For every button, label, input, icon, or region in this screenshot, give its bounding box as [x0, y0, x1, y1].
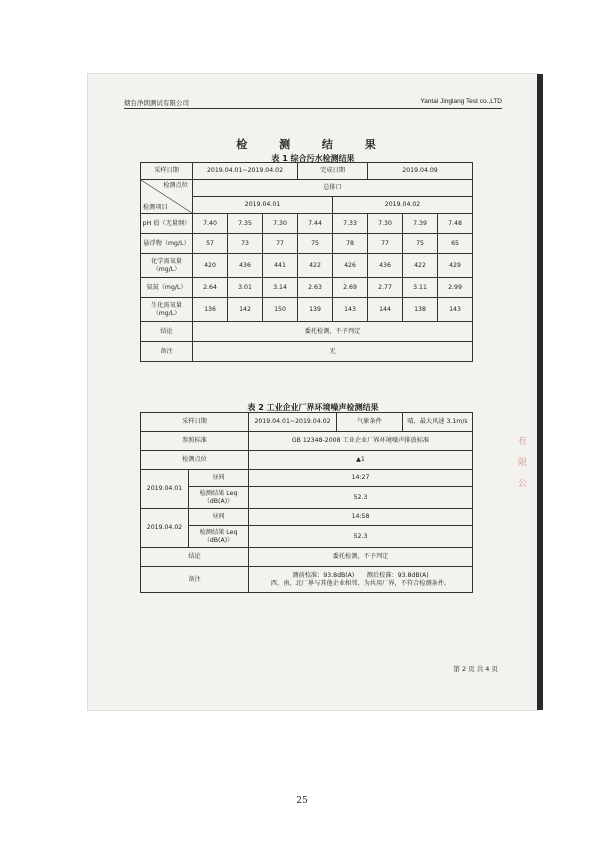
standard-label: 参照标准 [141, 432, 249, 451]
date-header-1: 2019.04.01 [193, 197, 333, 214]
cell: 75 [298, 234, 333, 254]
cell: 3.11 [403, 278, 438, 298]
cell: 142 [228, 298, 263, 322]
cell: 436 [228, 254, 263, 278]
page-counter: 第 2 页 共 4 页 [453, 665, 498, 673]
cell: 2.99 [438, 278, 473, 298]
remark-label: 备注 [141, 567, 249, 593]
cell: 7.35 [228, 214, 263, 234]
cell: 138 [403, 298, 438, 322]
date-header-2: 2019.04.02 [333, 197, 473, 214]
cell: 3.01 [228, 278, 263, 298]
cell: 139 [298, 298, 333, 322]
weather-value: 晴，最大风速 3.1m/s [403, 413, 473, 432]
cell: 420 [193, 254, 228, 278]
time-value: 14:58 [249, 509, 473, 526]
conclusion-value: 委托检测，不予判定 [193, 322, 473, 342]
daytime-label: 昼间 [189, 470, 249, 487]
scan-edge-shadow [537, 74, 543, 710]
cell: 7.44 [298, 214, 333, 234]
point-label: 检测点位 [163, 182, 188, 189]
noise-table [140, 412, 473, 593]
cell: 2.64 [193, 278, 228, 298]
item-label: 检测项目 [143, 203, 168, 211]
table-row [141, 234, 473, 254]
row-label: 化学需氧量（mg/L） [141, 254, 193, 278]
completion-date-label: 完成日期 [298, 163, 368, 180]
cell: 144 [368, 298, 403, 322]
report-header [124, 98, 502, 109]
sampling-date-value: 2019.04.01~2019.04.02 [249, 413, 337, 432]
company-name-cn: 烟台净朗测试有限公司 [124, 99, 189, 107]
point-label: 检测点位 [141, 451, 249, 470]
red-seal-stamp: 有 限 公 [518, 437, 528, 489]
result-value: 52.3 [249, 487, 473, 509]
sampling-date-label: 采样日期 [141, 413, 249, 432]
conclusion-label: 结论 [141, 548, 249, 567]
cell: 436 [368, 254, 403, 278]
weather-label: 气象条件 [337, 413, 403, 432]
day1-date: 2019.04.01 [141, 470, 189, 509]
cell: 57 [193, 234, 228, 254]
cell: 7.48 [438, 214, 473, 234]
cell: 429 [438, 254, 473, 278]
row-label: 生化需氧量（mg/L） [141, 298, 193, 322]
table1-title: 表 1 综合污水检测结果 [271, 154, 355, 163]
time-value: 14:27 [249, 470, 473, 487]
cell: 77 [368, 234, 403, 254]
sampling-date-label: 采样日期 [141, 163, 193, 180]
cell: 65 [438, 234, 473, 254]
cell: 7.40 [193, 214, 228, 234]
table-row [141, 254, 473, 278]
cell: 77 [263, 234, 298, 254]
cell: 2.77 [368, 278, 403, 298]
conclusion-label: 结论 [141, 322, 193, 342]
cell: 143 [333, 298, 368, 322]
cell: 136 [193, 298, 228, 322]
table-row [141, 214, 473, 234]
point-value: ▲1 [249, 451, 473, 470]
cell: 7.33 [333, 214, 368, 234]
remark-value: 无 [193, 342, 473, 362]
cell: 441 [263, 254, 298, 278]
cell: 426 [333, 254, 368, 278]
remark-line-1: 测前校准：93.8dB(A) 测后校准：93.8dB(A) [292, 572, 429, 580]
table-row [141, 298, 473, 322]
cell: 7.30 [368, 214, 403, 234]
table-row [141, 278, 473, 298]
cell: 422 [298, 254, 333, 278]
row-label: 氨氮（mg/L） [141, 278, 193, 298]
cell: 75 [403, 234, 438, 254]
diagonal-header-cell [141, 180, 193, 214]
day2-date: 2019.04.02 [141, 509, 189, 548]
result-label: 检测结果 Leq（dB(A)） [189, 487, 249, 509]
remark-label: 备注 [141, 342, 193, 362]
point-value: 总排口 [193, 180, 473, 197]
table2-title: 表 2 工业企业厂界环境噪声检测结果 [247, 403, 379, 412]
cell: 73 [228, 234, 263, 254]
cell: 7.39 [403, 214, 438, 234]
result-value: 52.3 [249, 526, 473, 548]
cell: 150 [263, 298, 298, 322]
cell: 2.63 [298, 278, 333, 298]
sampling-date-value: 2019.04.01~2019.04.02 [193, 163, 298, 180]
completion-date-value: 2019.04.09 [368, 163, 473, 180]
document-page-number: 25 [296, 796, 308, 806]
cell: 3.14 [263, 278, 298, 298]
row-label: pH 值（无量纲） [141, 214, 193, 234]
remark-value [249, 567, 473, 593]
result-label: 检测结果 Leq（dB(A)） [189, 526, 249, 548]
cell: 7.30 [263, 214, 298, 234]
conclusion-value: 委托检测，不予判定 [249, 548, 473, 567]
cell: 143 [438, 298, 473, 322]
page-title: 检 测 结 果 [236, 138, 390, 151]
wastewater-table [140, 162, 473, 362]
cell: 78 [333, 234, 368, 254]
daytime-label: 昼间 [189, 509, 249, 526]
row-label: 悬浮物（mg/L） [141, 234, 193, 254]
cell: 422 [403, 254, 438, 278]
standard-value: GB 12348-2008 工业企业厂界环境噪声排放标准 [249, 432, 473, 451]
cell: 2.69 [333, 278, 368, 298]
company-name-en: Yantai Jinglang Test co.,LTD [420, 98, 502, 105]
remark-line-2: 西、南、北厂界与其他企业相邻，为共用厂界，不符合检测条件。 [270, 579, 451, 587]
scanned-report-page [88, 74, 538, 710]
